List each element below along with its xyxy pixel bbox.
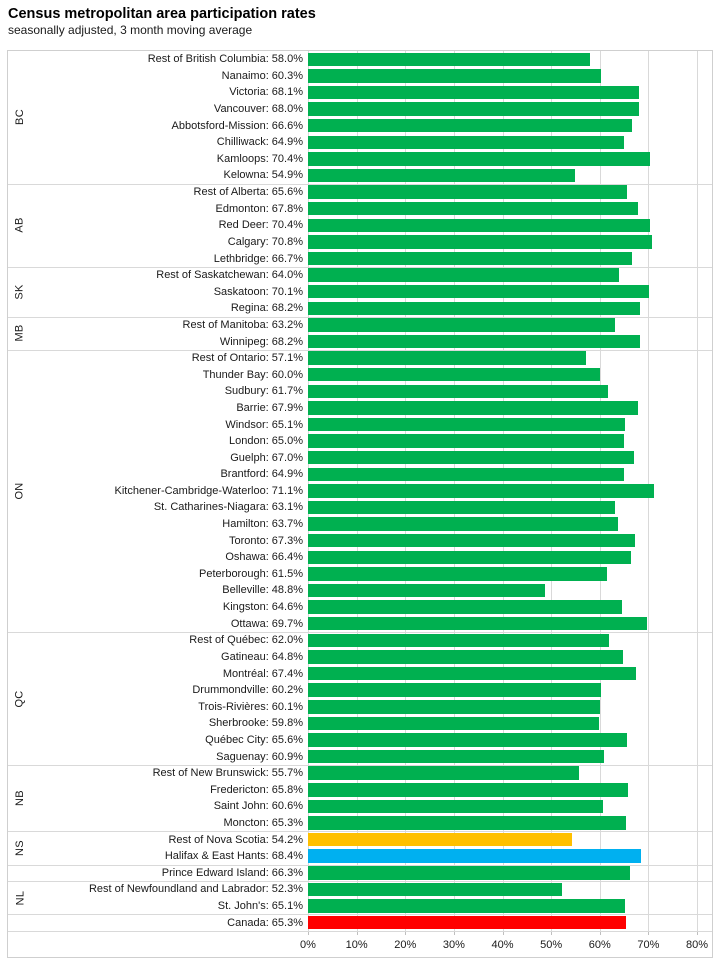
province-code-cell-qc: [8, 632, 32, 765]
x-axis-tick-30pct: [454, 932, 455, 935]
province-code-cell-mb: [8, 317, 32, 350]
province-code-label-on: ON: [13, 482, 26, 500]
row-regina: [32, 300, 712, 317]
x-axis-label-10pct: 10%: [345, 939, 368, 951]
x-axis-label-40pct: 40%: [491, 939, 514, 951]
province-group-nb: [8, 765, 712, 831]
row-label-rest-of-alberta: Rest of Alberta: 65.6%: [193, 186, 303, 199]
x-axis-tick-50pct: [551, 932, 552, 935]
bar-sherbrooke: [308, 717, 599, 731]
bar-edmonton: [308, 202, 638, 216]
bar-peterborough: [308, 567, 607, 581]
row-label-saskatoon: Saskatoon: 70.1%: [213, 285, 303, 298]
row-label-oshawa: Oshawa: 66.4%: [225, 551, 303, 564]
row-label-st-john-s: St. John's: 65.1%: [217, 900, 303, 913]
bar-prince-edward-island: [308, 866, 630, 880]
x-axis: [8, 931, 712, 958]
row-sudbury: [32, 383, 712, 400]
row-label-peterborough: Peterborough: 61.5%: [199, 567, 303, 580]
row-label-rest-of-manitoba: Rest of Manitoba: 63.2%: [182, 318, 303, 331]
bar-track-rest-of-nova-scotia: [308, 833, 712, 847]
bar-winnipeg: [308, 335, 640, 349]
bar-track-red-deer: [308, 219, 712, 233]
x-axis-tick-40pct: [503, 932, 504, 935]
bar-kingston: [308, 600, 622, 614]
province-group-prince-edward-island: [8, 865, 712, 882]
row-chilliwack: [32, 134, 712, 151]
bar-trois-rivi-res: [308, 700, 600, 714]
bar-montr-al: [308, 667, 636, 681]
bar-track-edmonton: [308, 202, 712, 216]
row-rest-of-ontario: [32, 350, 712, 367]
row-label-rest-of-nova-scotia: Rest of Nova Scotia: 54.2%: [168, 833, 303, 846]
row-label-kamloops: Kamloops: 70.4%: [216, 152, 303, 165]
group-rows-sk: [32, 267, 712, 317]
row-rest-of-british-columbia: [32, 51, 712, 68]
group-rows-on: [32, 350, 712, 632]
row-label-st-catharines-niagara: St. Catharines-Niagara: 63.1%: [153, 501, 303, 514]
province-group-bc: [8, 51, 712, 184]
province-group-qc: [8, 632, 712, 765]
bar-track-brantford: [308, 468, 712, 482]
row-halifax-east-hants: [32, 848, 712, 865]
bar-track-thunder-bay: [308, 368, 712, 382]
row-label-canada: Canada: 65.3%: [227, 916, 303, 929]
row-moncton: [32, 815, 712, 832]
row-red-deer: [32, 217, 712, 234]
province-code-cell-canada: [8, 914, 32, 931]
row-label-belleville: Belleville: 48.8%: [222, 584, 303, 597]
row-label-lethbridge: Lethbridge: 66.7%: [213, 252, 303, 265]
row-hamilton: [32, 516, 712, 533]
row-abbotsford-mission: [32, 117, 712, 134]
row-label-regina: Regina: 68.2%: [230, 302, 303, 315]
bar-track-winnipeg: [308, 335, 712, 349]
bar-track-rest-of-ontario: [308, 351, 712, 365]
row-label-vancouver: Vancouver: 68.0%: [213, 103, 303, 116]
row-label-kingston: Kingston: 64.6%: [222, 601, 303, 614]
row-oshawa: [32, 549, 712, 566]
row-saskatoon: [32, 283, 712, 300]
row-toronto: [32, 532, 712, 549]
chart-subtitle: seasonally adjusted, 3 month moving average: [8, 23, 253, 37]
bar-rest-of-new-brunswick: [308, 766, 579, 780]
bar-canada: [308, 916, 626, 930]
row-label-toronto: Toronto: 67.3%: [229, 534, 303, 547]
bar-london: [308, 434, 624, 448]
bar-moncton: [308, 816, 626, 830]
row-gatineau: [32, 649, 712, 666]
bar-vancouver: [308, 102, 639, 116]
row-drummondville: [32, 682, 712, 699]
bar-kelowna: [308, 169, 575, 183]
bar-calgary: [308, 235, 652, 249]
row-rest-of-qu-bec: [32, 632, 712, 649]
bar-track-ottawa: [308, 617, 712, 631]
province-group-ab: [8, 184, 712, 267]
bar-track-sherbrooke: [308, 717, 712, 731]
row-label-red-deer: Red Deer: 70.4%: [218, 219, 303, 232]
row-kingston: [32, 599, 712, 616]
row-label-fredericton: Fredericton: 65.8%: [210, 783, 303, 796]
bar-hamilton: [308, 517, 618, 531]
row-label-thunder-bay: Thunder Bay: 60.0%: [202, 368, 303, 381]
x-axis-tick-10pct: [357, 932, 358, 935]
row-label-nanaimo: Nanaimo: 60.3%: [221, 69, 303, 82]
x-axis-label-0pct: 0%: [300, 939, 316, 951]
x-axis-tick-70pct: [648, 932, 649, 935]
bar-rest-of-manitoba: [308, 318, 615, 332]
group-rows-prince-edward-island: [32, 865, 712, 882]
row-belleville: [32, 582, 712, 599]
bar-gatineau: [308, 650, 623, 664]
province-group-mb: [8, 317, 712, 350]
bar-track-guelph: [308, 451, 712, 465]
bar-fredericton: [308, 783, 628, 797]
row-label-kelowna: Kelowna: 54.9%: [223, 169, 303, 182]
bar-thunder-bay: [308, 368, 600, 382]
bar-oshawa: [308, 551, 631, 565]
bar-belleville: [308, 584, 545, 598]
bar-track-vancouver: [308, 102, 712, 116]
row-rest-of-newfoundland-and-labrador: [32, 881, 712, 898]
row-label-hamilton: Hamilton: 63.7%: [222, 518, 303, 531]
row-label-chilliwack: Chilliwack: 64.9%: [216, 136, 303, 149]
row-victoria: [32, 84, 712, 101]
row-rest-of-alberta: [32, 184, 712, 201]
row-label-ottawa: Ottawa: 69.7%: [230, 617, 303, 630]
province-code-label-ns: NS: [13, 839, 26, 856]
bar-track-chilliwack: [308, 136, 712, 150]
bar-kitchener-cambridge-waterloo: [308, 484, 654, 498]
bar-track-toronto: [308, 534, 712, 548]
row-label-saguenay: Saguenay: 60.9%: [216, 750, 303, 763]
row-canada: [32, 914, 712, 931]
participation-rate-bar-chart: [7, 50, 713, 958]
bar-track-kingston: [308, 600, 712, 614]
bar-track-kamloops: [308, 152, 712, 166]
row-montr-al: [32, 665, 712, 682]
row-label-rest-of-qu-bec: Rest of Québec: 62.0%: [189, 634, 303, 647]
chart-header: [8, 5, 316, 38]
row-label-guelph: Guelph: 67.0%: [230, 451, 303, 464]
province-group-nl: [8, 881, 712, 914]
bar-track-peterborough: [308, 567, 712, 581]
row-label-trois-rivi-res: Trois-Rivières: 60.1%: [198, 700, 303, 713]
bar-track-qu-bec-city: [308, 733, 712, 747]
x-axis-tick-80pct: [697, 932, 698, 935]
row-label-rest-of-saskatchewan: Rest of Saskatchewan: 64.0%: [156, 269, 303, 282]
group-rows-nl: [32, 881, 712, 914]
bar-rest-of-saskatchewan: [308, 268, 619, 282]
province-code-cell-nl: [8, 881, 32, 914]
bar-track-trois-rivi-res: [308, 700, 712, 714]
x-axis-label-50pct: 50%: [540, 939, 563, 951]
bar-rest-of-nova-scotia: [308, 833, 572, 847]
row-label-halifax-east-hants: Halifax & East Hants: 68.4%: [164, 850, 303, 863]
chart-groups: [8, 51, 712, 931]
row-guelph: [32, 449, 712, 466]
row-label-rest-of-ontario: Rest of Ontario: 57.1%: [191, 352, 303, 365]
row-ottawa: [32, 615, 712, 632]
bar-track-victoria: [308, 86, 712, 100]
row-label-kitchener-cambridge-waterloo: Kitchener-Cambridge-Waterloo: 71.1%: [114, 484, 303, 497]
row-label-london: London: 65.0%: [228, 435, 303, 448]
row-rest-of-new-brunswick: [32, 765, 712, 782]
bar-rest-of-ontario: [308, 351, 586, 365]
row-windsor: [32, 416, 712, 433]
x-axis-tick-60pct: [600, 932, 601, 935]
province-code-label-nb: NB: [13, 790, 26, 807]
bar-track-saguenay: [308, 750, 712, 764]
bar-track-canada: [308, 916, 712, 930]
province-code-cell-bc: [8, 51, 32, 184]
bar-rest-of-british-columbia: [308, 53, 590, 67]
row-label-qu-bec-city: Québec City: 65.6%: [205, 733, 303, 746]
row-label-montr-al: Montréal: 67.4%: [222, 667, 303, 680]
row-label-abbotsford-mission: Abbotsford-Mission: 66.6%: [171, 119, 303, 132]
province-group-on: [8, 350, 712, 632]
province-code-cell-sk: [8, 267, 32, 317]
row-st-john-s: [32, 898, 712, 915]
bar-windsor: [308, 418, 625, 432]
group-rows-ns: [32, 831, 712, 864]
row-label-sudbury: Sudbury: 61.7%: [224, 385, 303, 398]
bar-halifax-east-hants: [308, 849, 641, 863]
row-st-catharines-niagara: [32, 499, 712, 516]
row-label-drummondville: Drummondville: 60.2%: [192, 684, 303, 697]
bar-kamloops: [308, 152, 650, 166]
bar-track-calgary: [308, 235, 712, 249]
row-label-sherbrooke: Sherbrooke: 59.8%: [208, 717, 303, 730]
bar-saguenay: [308, 750, 604, 764]
bar-track-halifax-east-hants: [308, 849, 712, 863]
row-edmonton: [32, 200, 712, 217]
bar-track-kitchener-cambridge-waterloo: [308, 484, 712, 498]
bar-track-belleville: [308, 584, 712, 598]
row-label-victoria: Victoria: 68.1%: [229, 86, 303, 99]
bar-chilliwack: [308, 136, 624, 150]
bar-track-moncton: [308, 816, 712, 830]
bar-qu-bec-city: [308, 733, 627, 747]
bar-track-london: [308, 434, 712, 448]
bar-track-rest-of-qu-bec: [308, 634, 712, 648]
bar-track-gatineau: [308, 650, 712, 664]
row-calgary: [32, 234, 712, 251]
province-group-ns: [8, 831, 712, 864]
x-axis-tick-20pct: [405, 932, 406, 935]
bar-track-rest-of-new-brunswick: [308, 766, 712, 780]
province-code-cell-on: [8, 350, 32, 632]
bar-st-john-s: [308, 899, 625, 913]
province-code-cell-ns: [8, 831, 32, 864]
bar-rest-of-alberta: [308, 185, 627, 199]
bar-track-abbotsford-mission: [308, 119, 712, 133]
row-rest-of-nova-scotia: [32, 831, 712, 848]
province-code-cell-prince-edward-island: [8, 865, 32, 882]
province-code-label-nl: NL: [13, 890, 26, 906]
bar-track-fredericton: [308, 783, 712, 797]
bar-track-montr-al: [308, 667, 712, 681]
bar-track-st-catharines-niagara: [308, 501, 712, 515]
bar-red-deer: [308, 219, 650, 233]
province-code-label-ab: AB: [14, 217, 26, 233]
row-kitchener-cambridge-waterloo: [32, 483, 712, 500]
bar-track-lethbridge: [308, 252, 712, 266]
group-rows-canada: [32, 914, 712, 931]
row-label-moncton: Moncton: 65.3%: [223, 817, 303, 829]
bar-track-rest-of-saskatchewan: [308, 268, 712, 282]
x-axis-label-60pct: 60%: [588, 939, 611, 951]
chart-title: Census metropolitan area participation rates: [8, 6, 316, 22]
bar-track-saskatoon: [308, 285, 712, 299]
row-trois-rivi-res: [32, 698, 712, 715]
bar-track-hamilton: [308, 517, 712, 531]
row-sherbrooke: [32, 715, 712, 732]
bar-track-nanaimo: [308, 69, 712, 83]
bar-barrie: [308, 401, 638, 415]
row-winnipeg: [32, 333, 712, 350]
bar-rest-of-qu-bec: [308, 634, 609, 648]
bar-track-oshawa: [308, 551, 712, 565]
row-label-edmonton: Edmonton: 67.8%: [215, 202, 303, 215]
row-brantford: [32, 466, 712, 483]
row-label-brantford: Brantford: 64.9%: [220, 468, 303, 481]
row-fredericton: [32, 782, 712, 799]
bar-track-st-john-s: [308, 899, 712, 913]
row-label-prince-edward-island: Prince Edward Island: 66.3%: [161, 866, 303, 879]
row-peterborough: [32, 566, 712, 583]
bar-track-prince-edward-island: [308, 866, 712, 880]
bar-track-sudbury: [308, 385, 712, 399]
bar-ottawa: [308, 617, 647, 631]
bar-brantford: [308, 468, 624, 482]
province-group-sk: [8, 267, 712, 317]
bar-saskatoon: [308, 285, 649, 299]
bar-track-regina: [308, 302, 712, 316]
row-label-calgary: Calgary: 70.8%: [227, 235, 303, 248]
row-label-saint-john: Saint John: 60.6%: [213, 800, 303, 813]
row-qu-bec-city: [32, 732, 712, 749]
province-code-label-sk: SK: [14, 284, 26, 300]
bar-victoria: [308, 86, 639, 100]
row-rest-of-manitoba: [32, 317, 712, 334]
province-code-label-mb: MB: [13, 324, 26, 342]
row-label-barrie: Barrie: 67.9%: [236, 401, 303, 414]
bar-track-saint-john: [308, 800, 712, 814]
group-rows-ab: [32, 184, 712, 267]
bar-saint-john: [308, 800, 603, 814]
x-axis-label-70pct: 70%: [637, 939, 660, 951]
row-label-rest-of-british-columbia: Rest of British Columbia: 58.0%: [147, 53, 303, 66]
province-code-label-bc: BC: [13, 109, 26, 126]
bar-sudbury: [308, 385, 608, 399]
x-axis-tick-0pct: [308, 932, 309, 935]
bar-track-drummondville: [308, 683, 712, 697]
bar-lethbridge: [308, 252, 632, 266]
province-code-label-qc: QC: [13, 689, 26, 708]
row-london: [32, 433, 712, 450]
bar-drummondville: [308, 683, 601, 697]
row-label-gatineau: Gatineau: 64.8%: [221, 650, 303, 663]
row-label-rest-of-newfoundland-and-labrador: Rest of Newfoundland and Labrador: 52.3%: [88, 883, 303, 896]
group-rows-mb: [32, 317, 712, 350]
bar-regina: [308, 302, 640, 316]
bar-rest-of-newfoundland-and-labrador: [308, 883, 562, 897]
x-axis-label-30pct: 30%: [442, 939, 465, 951]
row-kamloops: [32, 151, 712, 168]
bar-track-barrie: [308, 401, 712, 415]
bar-toronto: [308, 534, 635, 548]
bar-abbotsford-mission: [308, 119, 632, 133]
province-code-cell-ab: [8, 184, 32, 267]
row-kelowna: [32, 167, 712, 184]
x-axis-label-80pct: 80%: [685, 939, 709, 951]
group-rows-qc: [32, 632, 712, 765]
province-group-canada: [8, 914, 712, 931]
row-label-rest-of-new-brunswick: Rest of New Brunswick: 55.7%: [152, 767, 303, 780]
bar-track-rest-of-manitoba: [308, 318, 712, 332]
x-axis-label-20pct: 20%: [394, 939, 417, 951]
row-rest-of-saskatchewan: [32, 267, 712, 284]
row-nanaimo: [32, 68, 712, 85]
row-lethbridge: [32, 250, 712, 267]
row-prince-edward-island: [32, 865, 712, 882]
row-label-winnipeg: Winnipeg: 68.2%: [219, 335, 303, 348]
bar-track-rest-of-newfoundland-and-labrador: [308, 883, 712, 897]
row-barrie: [32, 400, 712, 417]
group-rows-bc: [32, 51, 712, 184]
province-code-cell-nb: [8, 765, 32, 831]
bar-track-windsor: [308, 418, 712, 432]
row-thunder-bay: [32, 366, 712, 383]
bar-guelph: [308, 451, 634, 465]
row-vancouver: [32, 101, 712, 118]
bar-track-rest-of-british-columbia: [308, 53, 712, 67]
bar-st-catharines-niagara: [308, 501, 615, 515]
group-rows-nb: [32, 765, 712, 831]
bar-track-rest-of-alberta: [308, 185, 712, 199]
row-saint-john: [32, 798, 712, 815]
row-label-windsor: Windsor: 65.1%: [225, 418, 303, 431]
row-saguenay: [32, 748, 712, 765]
bar-track-kelowna: [308, 169, 712, 183]
bar-nanaimo: [308, 69, 601, 83]
